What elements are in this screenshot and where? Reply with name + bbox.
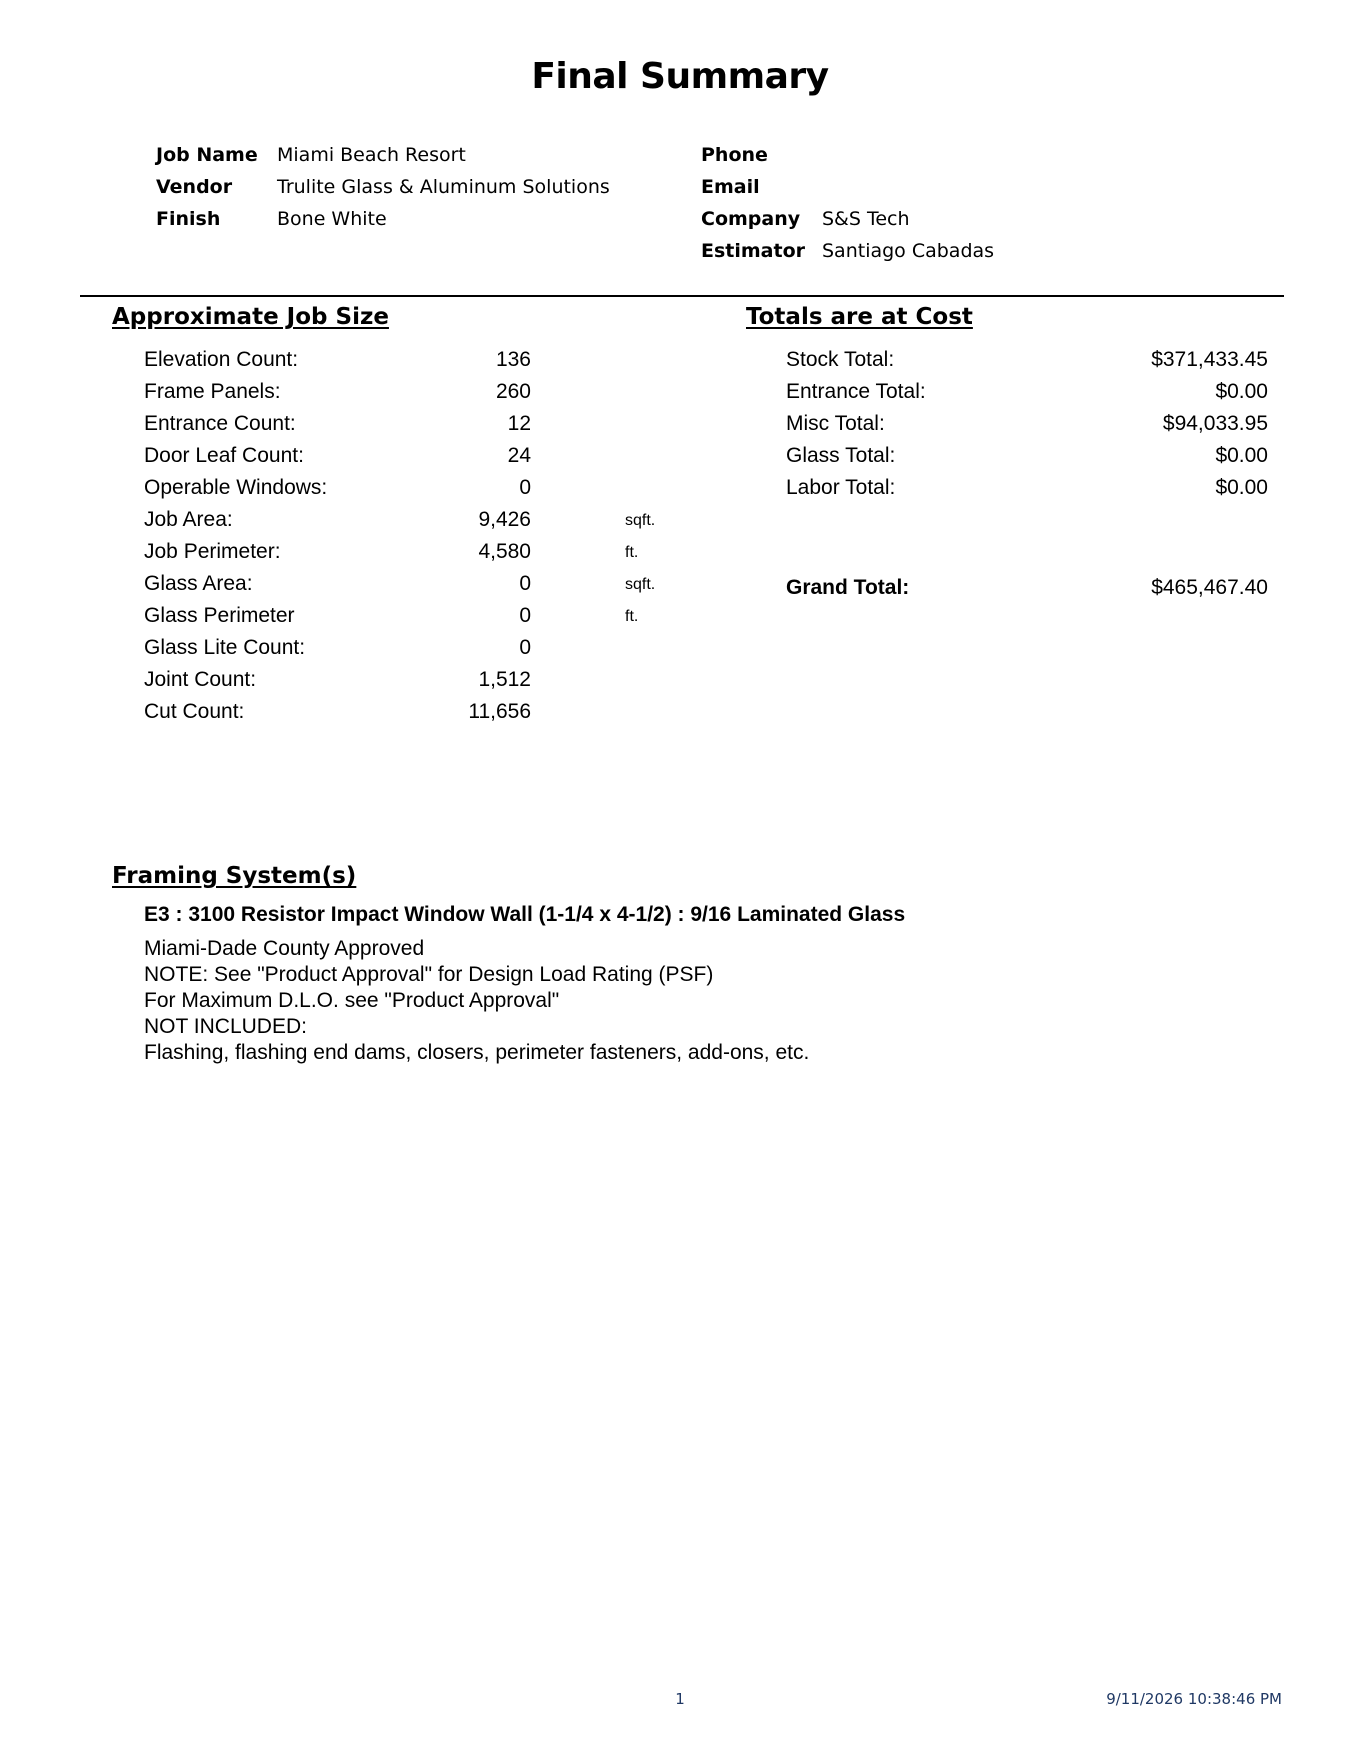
- stat-label: Operable Windows:: [144, 476, 328, 499]
- page-number: 1: [675, 1690, 685, 1708]
- total-value: $0.00: [1215, 380, 1268, 403]
- stat-value: 12: [507, 412, 531, 435]
- stat-label: Glass Lite Count:: [144, 636, 306, 659]
- job-info-left: [156, 139, 610, 235]
- stat-value: 24: [507, 444, 531, 467]
- job-size-row: [144, 504, 704, 536]
- job-size-row: [144, 536, 704, 568]
- totals-row: [786, 408, 1268, 440]
- framing-heading: Framing System(s): [112, 863, 357, 889]
- grand-total-value: $465,467.40: [1151, 576, 1268, 599]
- stat-label: Cut Count:: [144, 700, 245, 723]
- stat-unit: ft.: [625, 608, 639, 625]
- job-size-row: [144, 408, 704, 440]
- total-value: $0.00: [1215, 476, 1268, 499]
- finish-row: [156, 203, 610, 235]
- job-size-heading: Approximate Job Size: [112, 304, 389, 330]
- stat-label: Door Leaf Count:: [144, 444, 304, 467]
- stat-unit: sqft.: [625, 576, 656, 593]
- totals-row: [786, 344, 1268, 376]
- phone-row: [701, 139, 994, 171]
- stat-value: 136: [495, 348, 531, 371]
- job-size-row: [144, 440, 704, 472]
- framing-notes: [144, 936, 809, 1066]
- framing-note-line: NOTE: See "Product Approval" for Design Load Rating (PSF): [144, 963, 714, 986]
- stat-unit: sqft.: [625, 512, 656, 529]
- stat-value: 0: [519, 572, 531, 595]
- stat-value: 11,656: [468, 700, 531, 723]
- job-name-label: Job Name: [156, 144, 258, 166]
- stat-label: Frame Panels:: [144, 380, 281, 403]
- total-label: Glass Total:: [786, 444, 896, 467]
- grand-total-label: Grand Total:: [786, 576, 910, 599]
- company-row: [701, 203, 994, 235]
- totals-row: [786, 472, 1268, 504]
- finish-value: Bone White: [277, 208, 387, 230]
- stat-value: 1,512: [478, 668, 531, 691]
- estimator-row: [701, 235, 994, 267]
- email-row: [701, 171, 994, 203]
- print-timestamp: 9/11/2026 10:38:46 PM: [1106, 1690, 1282, 1708]
- company-label: Company: [701, 208, 801, 230]
- job-name-value: Miami Beach Resort: [277, 144, 466, 166]
- stat-label: Job Perimeter:: [144, 540, 281, 563]
- stat-value: 0: [519, 636, 531, 659]
- vendor-label: Vendor: [156, 176, 233, 198]
- total-label: Stock Total:: [786, 348, 895, 371]
- job-size-row: [144, 472, 704, 504]
- stat-unit: ft.: [625, 544, 639, 561]
- stat-label: Glass Area:: [144, 572, 253, 595]
- job-size-row: [144, 632, 704, 664]
- finish-label: Finish: [156, 208, 221, 230]
- job-size-row: [144, 568, 704, 600]
- header-divider: [80, 295, 1284, 297]
- total-value: $371,433.45: [1151, 348, 1268, 371]
- job-size-row: [144, 664, 704, 696]
- stat-value: 260: [495, 380, 531, 403]
- stat-value: 4,580: [478, 540, 531, 563]
- stat-label: Job Area:: [144, 508, 233, 531]
- total-label: Misc Total:: [786, 412, 885, 435]
- phone-label: Phone: [701, 144, 768, 166]
- job-size-table: [144, 344, 704, 728]
- job-size-row: [144, 344, 704, 376]
- stat-value: 9,426: [478, 508, 531, 531]
- framing-system-title: E3 : 3100 Resistor Impact Window Wall (1-1/4 x 4-1/2) : 9/16 Laminated Glass: [144, 903, 906, 926]
- totals-heading: Totals are at Cost: [746, 304, 973, 330]
- job-info-right: [701, 139, 994, 267]
- email-label: Email: [701, 176, 760, 198]
- grand-total-row: [786, 572, 1268, 604]
- stat-label: Glass Perimeter: [144, 604, 295, 627]
- total-value: $0.00: [1215, 444, 1268, 467]
- stat-label: Entrance Count:: [144, 412, 296, 435]
- stat-label: Joint Count:: [144, 668, 257, 691]
- page-title: Final Summary: [531, 56, 829, 97]
- stat-value: 0: [519, 476, 531, 499]
- job-size-row: [144, 376, 704, 408]
- stat-value: 0: [519, 604, 531, 627]
- framing-note-line: Miami-Dade County Approved: [144, 937, 425, 960]
- total-label: Labor Total:: [786, 476, 896, 499]
- framing-note-line: Flashing, flashing end dams, closers, perimeter fasteners, add-ons, etc.: [144, 1041, 810, 1064]
- totals-row: [786, 440, 1268, 472]
- total-value: $94,033.95: [1162, 412, 1268, 435]
- framing-note-line: NOT INCLUDED:: [144, 1015, 307, 1038]
- job-name-row: [156, 139, 610, 171]
- job-size-row: [144, 600, 704, 632]
- estimator-value: Santiago Cabadas: [822, 240, 995, 262]
- framing-note-line: For Maximum D.L.O. see "Product Approval": [144, 989, 560, 1012]
- stat-label: Elevation Count:: [144, 348, 299, 371]
- company-value: S&S Tech: [822, 208, 910, 230]
- total-label: Entrance Total:: [786, 380, 926, 403]
- estimator-label: Estimator: [701, 240, 806, 262]
- job-size-row: [144, 696, 704, 728]
- vendor-value: Trulite Glass & Aluminum Solutions: [277, 176, 610, 198]
- totals-row: [786, 376, 1268, 408]
- vendor-row: [156, 171, 610, 203]
- totals-table: [786, 344, 1268, 504]
